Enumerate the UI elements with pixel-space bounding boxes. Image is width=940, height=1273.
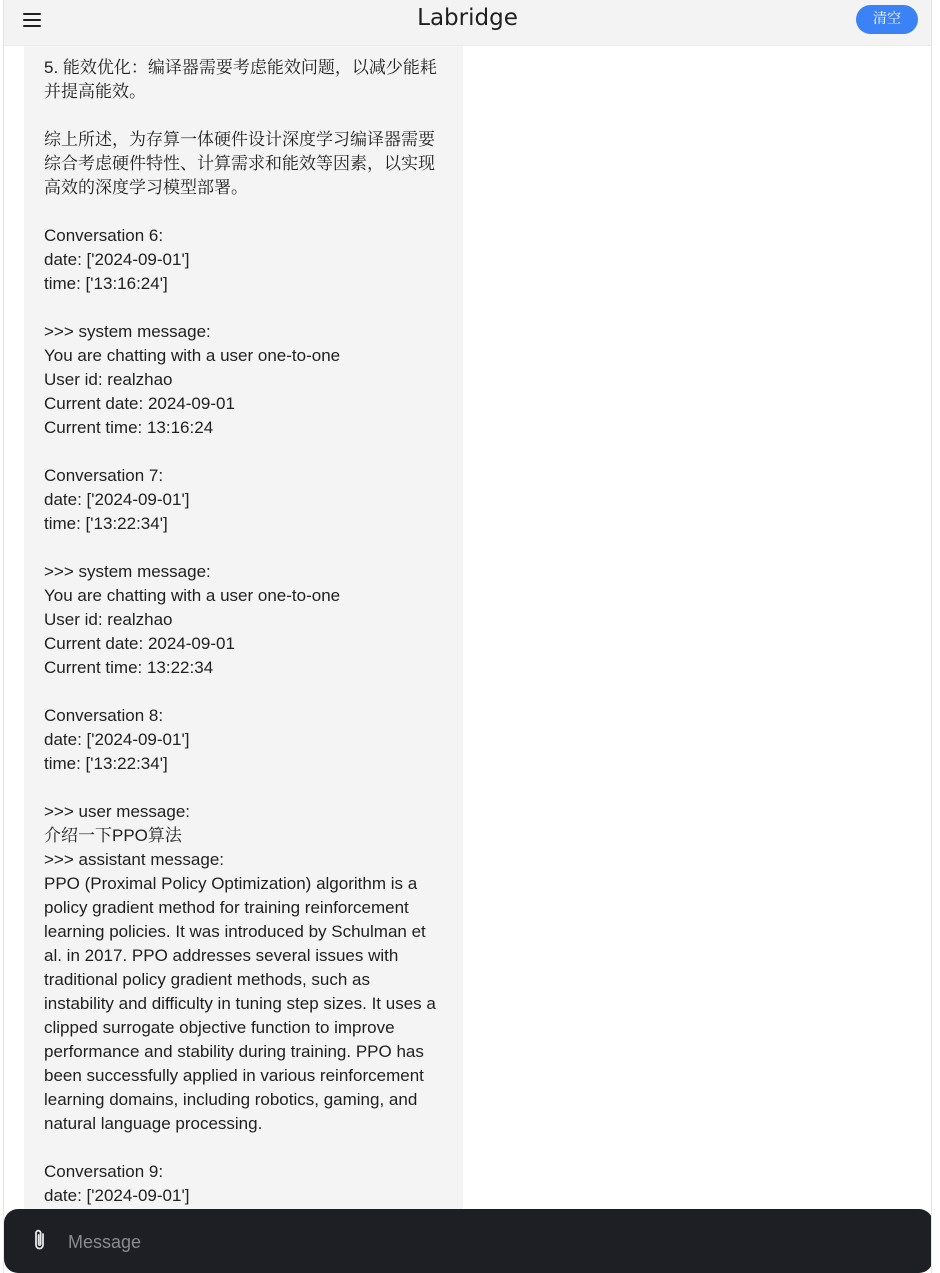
clear-button[interactable]: 清空 [856,5,918,34]
message-text: 5. 能效优化：编译器需要考虑能效问题，以减少能耗并提高能效。 综上所述，为存算一体硬件设计深度学习编译器需要综合考虑硬件特性、计算需求和能效等因素，以实现高效的深度学习模型部署。 Conversation 6: date: ['2024-09-01'] time: ['13:16:24'] >>> system message: You are chatting with a user one-to-one User id: realzhao Current date: 2024-09-01 Current time: 13:16:24 Conversation 7: date: ['2024-09-01'] time: ['13:22:34'] >>> system message: You are chatting with a user one-to-one User id: realzhao Current date: 2024-09-01 Current time: 13:22:34 Conversation 8: date: ['2024-09-01'] time: ['13:22:34'] >>> user message: 介绍一下PPO算法 >>> assistant message: PPO (Proximal Policy Optimization) algorithm is a policy gradient method for training reinforcement learning policies. It was introduced by Schulman et al. in 2017. PPO addresses several issues with traditional policy gradient methods, such as instability and difficulty in tuning step sizes. It uses a clipped surrogate objective function to improve performance and stability during training. PPO has been successfully applied in various reinforcement learning domains, including robotics, gaming, and natural language processing. Conversation 9: date: ['2024-09-01'] [44,58,437,1205]
message-input[interactable] [66,1227,890,1257]
app-header [4,0,931,46]
paperclip-icon [29,1228,51,1254]
app-title: Labridge [417,5,518,31]
attach-button[interactable] [29,1228,51,1254]
chat-app [3,0,932,1273]
message-composer [4,1209,932,1273]
assistant-message-bubble [24,46,463,1226]
